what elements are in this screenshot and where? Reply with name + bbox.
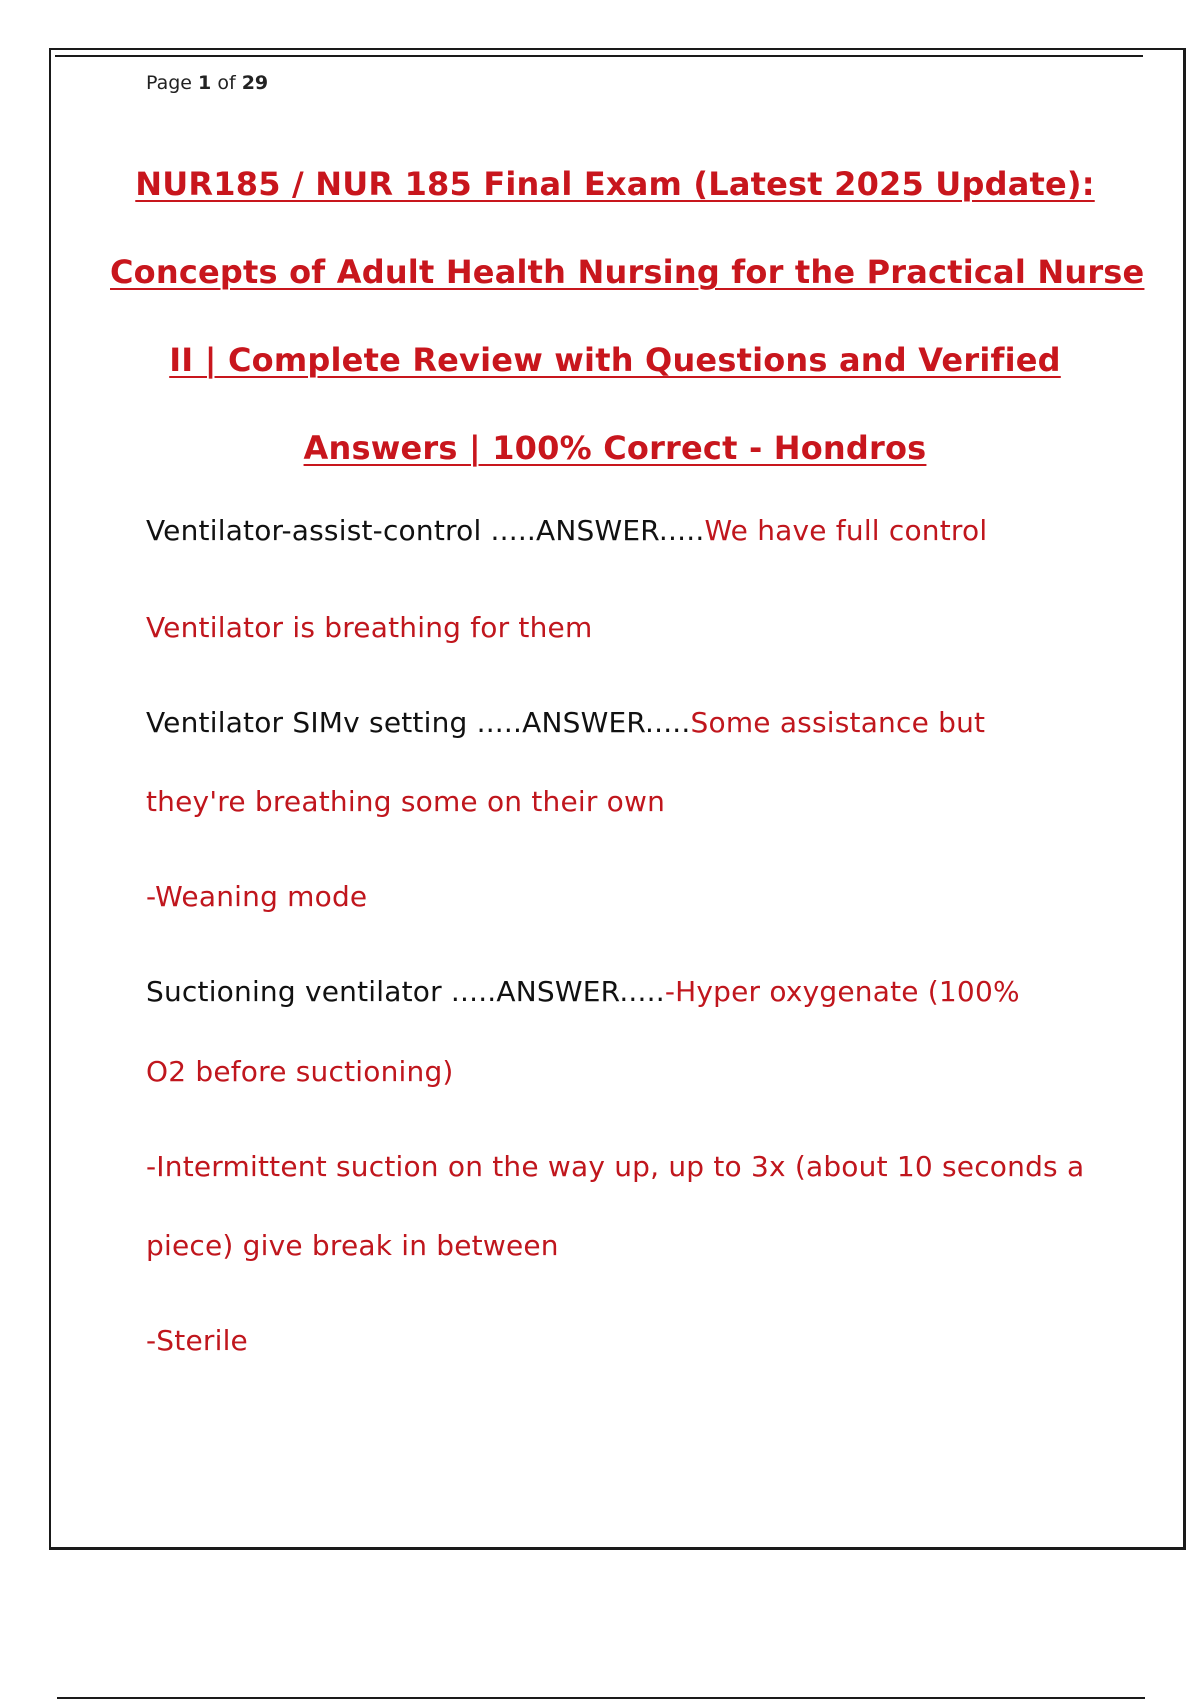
footer-rule: [57, 1697, 1145, 1699]
page-of: of: [217, 72, 236, 94]
qa-item-assist-control: [146, 514, 987, 547]
page-current: 1: [198, 72, 212, 94]
answer-text: they're breathing some on their own: [146, 785, 666, 818]
title-line: NUR185 / NUR 185 Final Exam (Latest 2025 Update):: [135, 165, 1095, 203]
answer-text: -Weaning mode: [146, 880, 368, 913]
qa-item-suctioning: [146, 975, 1020, 1008]
page-total: 29: [241, 72, 269, 94]
answer-text: -Intermittent suction on the way up, up to 3x (about 10 seconds a: [146, 1150, 1085, 1183]
answer-text: -Sterile: [146, 1324, 248, 1357]
question-text: Ventilator-assist-control .....ANSWER.....: [146, 514, 705, 547]
document-title: [110, 140, 1145, 492]
qa-item-simv-setting: [146, 706, 985, 739]
answer-text: piece) give break in between: [146, 1229, 559, 1262]
answer-text: Ventilator is breathing for them: [146, 611, 593, 644]
title-line: II | Complete Review with Questions and Verified: [169, 341, 1061, 379]
page-number: [146, 72, 268, 94]
question-text: Ventilator SIMv setting .....ANSWER.....: [146, 706, 691, 739]
title-line: Concepts of Adult Health Nursing for the Practical Nurse: [110, 253, 1145, 291]
page-label: Page: [146, 72, 192, 94]
question-text: Suctioning ventilator .....ANSWER.....: [146, 975, 665, 1008]
answer-text: Some assistance but: [690, 706, 986, 739]
title-line: Answers | 100% Correct - Hondros: [303, 429, 927, 467]
answer-text: We have full control: [704, 514, 988, 547]
answer-text: -Hyper oxygenate (100%: [664, 975, 1020, 1008]
answer-text: O2 before suctioning): [146, 1055, 454, 1088]
